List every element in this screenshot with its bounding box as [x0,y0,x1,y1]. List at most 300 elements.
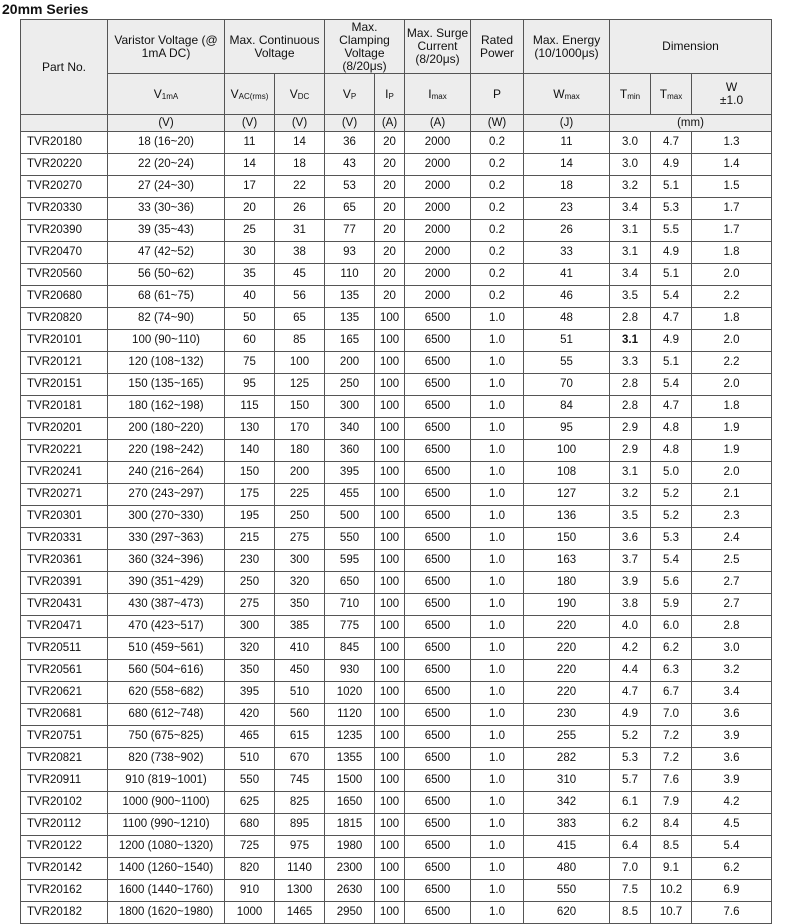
cell-power: 1.0 [471,572,524,594]
cell-vdc: 615 [275,726,325,748]
cell-ip: 100 [375,880,405,902]
cell-tmax: 5.1 [651,176,692,198]
cell-vp: 65 [325,198,375,220]
cell-tmax: 7.6 [651,770,692,792]
cell-part-no: TVR20271 [21,484,108,506]
cell-energy: 230 [524,704,610,726]
cell-vdc: 975 [275,836,325,858]
cell-varistor-voltage: 300 (270~330) [108,506,225,528]
cell-width: 5.4 [692,836,772,858]
cell-power: 1.0 [471,594,524,616]
cell-part-no: TVR20511 [21,638,108,660]
table-row [21,792,772,814]
cell-energy: 23 [524,198,610,220]
cell-tmax: 10.2 [651,880,692,902]
cell-power: 1.0 [471,902,524,924]
cell-width: 3.9 [692,726,772,748]
cell-imax: 2000 [405,264,471,286]
cell-width: 3.6 [692,748,772,770]
cell-tmax: 4.7 [651,132,692,154]
cell-tmax: 5.2 [651,484,692,506]
cell-power: 1.0 [471,814,524,836]
cell-vp: 300 [325,396,375,418]
cell-vp: 930 [325,660,375,682]
cell-energy: 84 [524,396,610,418]
cell-vdc: 450 [275,660,325,682]
cell-vac: 625 [225,792,275,814]
cell-energy: 220 [524,638,610,660]
table-row [21,154,772,176]
cell-varistor-voltage: 620 (558~682) [108,682,225,704]
cell-imax: 6500 [405,814,471,836]
cell-tmin: 5.2 [610,726,651,748]
cell-width: 2.2 [692,352,772,374]
cell-tmax: 7.2 [651,748,692,770]
cell-ip: 100 [375,792,405,814]
symbol-vdc: $V_{DC}$ [275,74,325,115]
cell-imax: 2000 [405,286,471,308]
cell-imax: 6500 [405,308,471,330]
cell-power: 1.0 [471,836,524,858]
cell-power: 1.0 [471,506,524,528]
cell-power: 1.0 [471,374,524,396]
table-row [21,528,772,550]
cell-tmin: 8.5 [610,902,651,924]
cell-width: 2.0 [692,374,772,396]
cell-tmax: 6.7 [651,682,692,704]
cell-part-no: TVR20911 [21,770,108,792]
cell-vp: 1500 [325,770,375,792]
cell-part-no: TVR20470 [21,242,108,264]
cell-vp: 165 [325,330,375,352]
cell-imax: 6500 [405,374,471,396]
cell-energy: 14 [524,154,610,176]
cell-width: 2.8 [692,616,772,638]
cell-tmin: 3.4 [610,198,651,220]
cell-tmax: 4.8 [651,440,692,462]
cell-vp: 1235 [325,726,375,748]
cell-tmax: 5.4 [651,374,692,396]
cell-ip: 100 [375,440,405,462]
cell-varistor-voltage: 47 (42~52) [108,242,225,264]
cell-power: 1.0 [471,682,524,704]
cell-varistor-voltage: 910 (819~1001) [108,770,225,792]
cell-power: 1.0 [471,880,524,902]
cell-vac: 550 [225,770,275,792]
cell-power: 1.0 [471,704,524,726]
cell-vdc: 31 [275,220,325,242]
cell-power: 1.0 [471,792,524,814]
cell-vp: 455 [325,484,375,506]
table-row [21,286,772,308]
cell-vp: 340 [325,418,375,440]
cell-vdc: 385 [275,616,325,638]
cell-vp: 135 [325,308,375,330]
cell-power: 0.2 [471,264,524,286]
cell-part-no: TVR20331 [21,528,108,550]
cell-vac: 250 [225,572,275,594]
unit-p: (W) [471,115,524,132]
cell-tmax: 5.1 [651,352,692,374]
cell-varistor-voltage: 1200 (1080~1320) [108,836,225,858]
table-row [21,396,772,418]
cell-width: 4.5 [692,814,772,836]
cell-tmax: 6.0 [651,616,692,638]
cell-imax: 2000 [405,220,471,242]
cell-vp: 1815 [325,814,375,836]
cell-vac: 50 [225,308,275,330]
cell-imax: 6500 [405,682,471,704]
cell-part-no: TVR20560 [21,264,108,286]
cell-ip: 100 [375,550,405,572]
cell-energy: 127 [524,484,610,506]
table-row [21,132,772,154]
cell-width: 3.9 [692,770,772,792]
cell-varistor-voltage: 1000 (900~1100) [108,792,225,814]
cell-part-no: TVR20142 [21,858,108,880]
cell-imax: 6500 [405,638,471,660]
cell-imax: 6500 [405,484,471,506]
table-row [21,836,772,858]
cell-tmin: 4.2 [610,638,651,660]
cell-energy: 26 [524,220,610,242]
cell-vac: 910 [225,880,275,902]
cell-energy: 190 [524,594,610,616]
cell-width: 2.3 [692,506,772,528]
cell-energy: 18 [524,176,610,198]
cell-part-no: TVR20182 [21,902,108,924]
cell-vp: 43 [325,154,375,176]
cell-tmax: 4.9 [651,154,692,176]
cell-width: 2.5 [692,550,772,572]
cell-tmin: 3.9 [610,572,651,594]
cell-vp: 1650 [325,792,375,814]
cell-vdc: 745 [275,770,325,792]
cell-vp: 250 [325,374,375,396]
cell-tmin: 2.8 [610,396,651,418]
cell-vdc: 65 [275,308,325,330]
cell-energy: 41 [524,264,610,286]
cell-energy: 310 [524,770,610,792]
cell-vdc: 125 [275,374,325,396]
cell-tmin: 5.3 [610,748,651,770]
cell-vac: 230 [225,550,275,572]
cell-vp: 1120 [325,704,375,726]
cell-imax: 6500 [405,770,471,792]
cell-imax: 6500 [405,352,471,374]
cell-vdc: 825 [275,792,325,814]
cell-vac: 420 [225,704,275,726]
cell-varistor-voltage: 33 (30~36) [108,198,225,220]
cell-tmax: 5.3 [651,528,692,550]
table-row [21,726,772,748]
cell-tmax: 8.5 [651,836,692,858]
cell-ip: 100 [375,330,405,352]
cell-ip: 20 [375,242,405,264]
cell-ip: 100 [375,660,405,682]
table-body [21,132,772,924]
cell-power: 0.2 [471,154,524,176]
cell-vdc: 410 [275,638,325,660]
cell-power: 1.0 [471,308,524,330]
cell-energy: 163 [524,550,610,572]
cell-vp: 1355 [325,748,375,770]
cell-vac: 215 [225,528,275,550]
cell-tmax: 6.3 [651,660,692,682]
unit-ip: (A) [375,115,405,132]
table-row [21,770,772,792]
cell-varistor-voltage: 180 (162~198) [108,396,225,418]
cell-energy: 220 [524,616,610,638]
cell-ip: 100 [375,572,405,594]
cell-ip: 100 [375,484,405,506]
cell-width: 3.4 [692,682,772,704]
cell-energy: 282 [524,748,610,770]
cell-ip: 100 [375,902,405,924]
cell-part-no: TVR20122 [21,836,108,858]
symbol-ip: $I_P$ [375,74,405,115]
cell-vdc: 1465 [275,902,325,924]
table-row [21,616,772,638]
cell-tmin: 3.4 [610,264,651,286]
cell-tmin: 3.0 [610,132,651,154]
cell-part-no: TVR20121 [21,352,108,374]
cell-tmax: 4.9 [651,330,692,352]
cell-vac: 1000 [225,902,275,924]
cell-imax: 6500 [405,660,471,682]
cell-tmax: 6.2 [651,638,692,660]
cell-vp: 500 [325,506,375,528]
cell-vp: 200 [325,352,375,374]
cell-tmax: 5.2 [651,506,692,528]
table-row [21,880,772,902]
cell-energy: 220 [524,660,610,682]
cell-vp: 135 [325,286,375,308]
cell-part-no: TVR20162 [21,880,108,902]
cell-imax: 6500 [405,748,471,770]
cell-tmin: 2.9 [610,418,651,440]
cell-imax: 6500 [405,880,471,902]
cell-energy: 480 [524,858,610,880]
cell-tmax: 7.2 [651,726,692,748]
cell-width: 7.6 [692,902,772,924]
cell-vp: 110 [325,264,375,286]
table-row [21,858,772,880]
cell-vac: 20 [225,198,275,220]
cell-ip: 100 [375,528,405,550]
cell-power: 1.0 [471,396,524,418]
cell-tmin: 3.3 [610,352,651,374]
cell-width: 2.7 [692,594,772,616]
unit-wmax: (J) [524,115,610,132]
cell-tmin: 3.1 [610,242,651,264]
cell-ip: 100 [375,462,405,484]
cell-vp: 2300 [325,858,375,880]
cell-vac: 300 [225,616,275,638]
symbol-v1ma: $V_{1mA}$ [108,74,225,115]
cell-ip: 20 [375,176,405,198]
cell-vac: 35 [225,264,275,286]
cell-imax: 6500 [405,902,471,924]
cell-tmax: 5.6 [651,572,692,594]
cell-energy: 95 [524,418,610,440]
cell-power: 1.0 [471,462,524,484]
cell-ip: 100 [375,836,405,858]
cell-varistor-voltage: 18 (16~20) [108,132,225,154]
cell-vac: 175 [225,484,275,506]
cell-vp: 775 [325,616,375,638]
cell-power: 1.0 [471,660,524,682]
table-row [21,308,772,330]
cell-vp: 395 [325,462,375,484]
cell-vdc: 350 [275,594,325,616]
cell-part-no: TVR20180 [21,132,108,154]
cell-tmax: 7.0 [651,704,692,726]
cell-part-no: TVR20431 [21,594,108,616]
table-row [21,550,772,572]
cell-ip: 20 [375,220,405,242]
cell-tmax: 5.4 [651,286,692,308]
symbol-vac: $V_{AC(rms)}$ [225,74,275,115]
cell-vdc: 150 [275,396,325,418]
cell-tmax: 5.3 [651,198,692,220]
cell-vdc: 1140 [275,858,325,880]
cell-vac: 25 [225,220,275,242]
cell-varistor-voltage: 68 (61~75) [108,286,225,308]
cell-ip: 100 [375,726,405,748]
cell-ip: 100 [375,770,405,792]
cell-varistor-voltage: 240 (216~264) [108,462,225,484]
cell-energy: 342 [524,792,610,814]
cell-vac: 510 [225,748,275,770]
cell-vp: 77 [325,220,375,242]
cell-tmin: 6.1 [610,792,651,814]
cell-energy: 51 [524,330,610,352]
cell-energy: 33 [524,242,610,264]
cell-varistor-voltage: 1600 (1440~1760) [108,880,225,902]
header-max-surge-current: Max. Surge Current (8/20μs) [405,20,471,74]
series-title: 20mm Series [2,1,89,17]
cell-tmax: 8.4 [651,814,692,836]
table-row [21,242,772,264]
cell-varistor-voltage: 330 (297~363) [108,528,225,550]
cell-vdc: 250 [275,506,325,528]
cell-vp: 550 [325,528,375,550]
cell-vac: 115 [225,396,275,418]
header-dimension: Dimension [610,20,772,74]
cell-varistor-voltage: 510 (459~561) [108,638,225,660]
cell-width: 1.9 [692,418,772,440]
cell-tmax: 5.0 [651,462,692,484]
cell-vdc: 895 [275,814,325,836]
symbol-imax: $I_{max}$ [405,74,471,115]
unit-vdc: (V) [275,115,325,132]
cell-tmax: 5.9 [651,594,692,616]
cell-ip: 20 [375,154,405,176]
cell-power: 1.0 [471,770,524,792]
cell-power: 1.0 [471,858,524,880]
cell-tmin: 4.4 [610,660,651,682]
cell-ip: 100 [375,638,405,660]
cell-energy: 415 [524,836,610,858]
cell-vac: 11 [225,132,275,154]
cell-vac: 40 [225,286,275,308]
cell-energy: 70 [524,374,610,396]
table-row [21,264,772,286]
cell-energy: 620 [524,902,610,924]
cell-ip: 100 [375,374,405,396]
cell-width: 2.0 [692,462,772,484]
cell-energy: 136 [524,506,610,528]
cell-width: 3.6 [692,704,772,726]
cell-imax: 6500 [405,616,471,638]
cell-tmin: 5.7 [610,770,651,792]
cell-vdc: 275 [275,528,325,550]
cell-varistor-voltage: 680 (612~748) [108,704,225,726]
unit-vp: (V) [325,115,375,132]
cell-varistor-voltage: 100 (90~110) [108,330,225,352]
cell-vac: 275 [225,594,275,616]
cell-vp: 845 [325,638,375,660]
cell-varistor-voltage: 360 (324~396) [108,550,225,572]
cell-vp: 710 [325,594,375,616]
cell-energy: 255 [524,726,610,748]
cell-tmin: 3.7 [610,550,651,572]
cell-tmax: 10.7 [651,902,692,924]
table-row [21,440,772,462]
cell-width: 1.9 [692,440,772,462]
cell-ip: 100 [375,396,405,418]
table-row [21,638,772,660]
table-row [21,704,772,726]
cell-vp: 93 [325,242,375,264]
cell-power: 1.0 [471,440,524,462]
cell-power: 1.0 [471,550,524,572]
table-row [21,330,772,352]
cell-vdc: 85 [275,330,325,352]
cell-ip: 20 [375,264,405,286]
cell-vdc: 170 [275,418,325,440]
cell-imax: 6500 [405,792,471,814]
cell-imax: 6500 [405,440,471,462]
cell-width: 3.2 [692,660,772,682]
cell-vac: 465 [225,726,275,748]
cell-power: 1.0 [471,616,524,638]
cell-ip: 20 [375,286,405,308]
table-row [21,594,772,616]
cell-tmax: 4.7 [651,308,692,330]
cell-energy: 108 [524,462,610,484]
header-max-continuous-voltage: Max. Continuous Voltage [225,20,325,74]
cell-vac: 140 [225,440,275,462]
table-row [21,176,772,198]
cell-vdc: 26 [275,198,325,220]
cell-width: 2.7 [692,572,772,594]
cell-power: 1.0 [471,726,524,748]
cell-part-no: TVR20681 [21,704,108,726]
symbol-tmax: $T_{max}$ [651,74,692,115]
cell-vp: 1020 [325,682,375,704]
cell-energy: 100 [524,440,610,462]
cell-imax: 6500 [405,550,471,572]
symbol-p: P [471,74,524,115]
cell-part-no: TVR20241 [21,462,108,484]
cell-vac: 17 [225,176,275,198]
cell-vdc: 225 [275,484,325,506]
table-row [21,814,772,836]
cell-ip: 100 [375,418,405,440]
cell-power: 0.2 [471,220,524,242]
